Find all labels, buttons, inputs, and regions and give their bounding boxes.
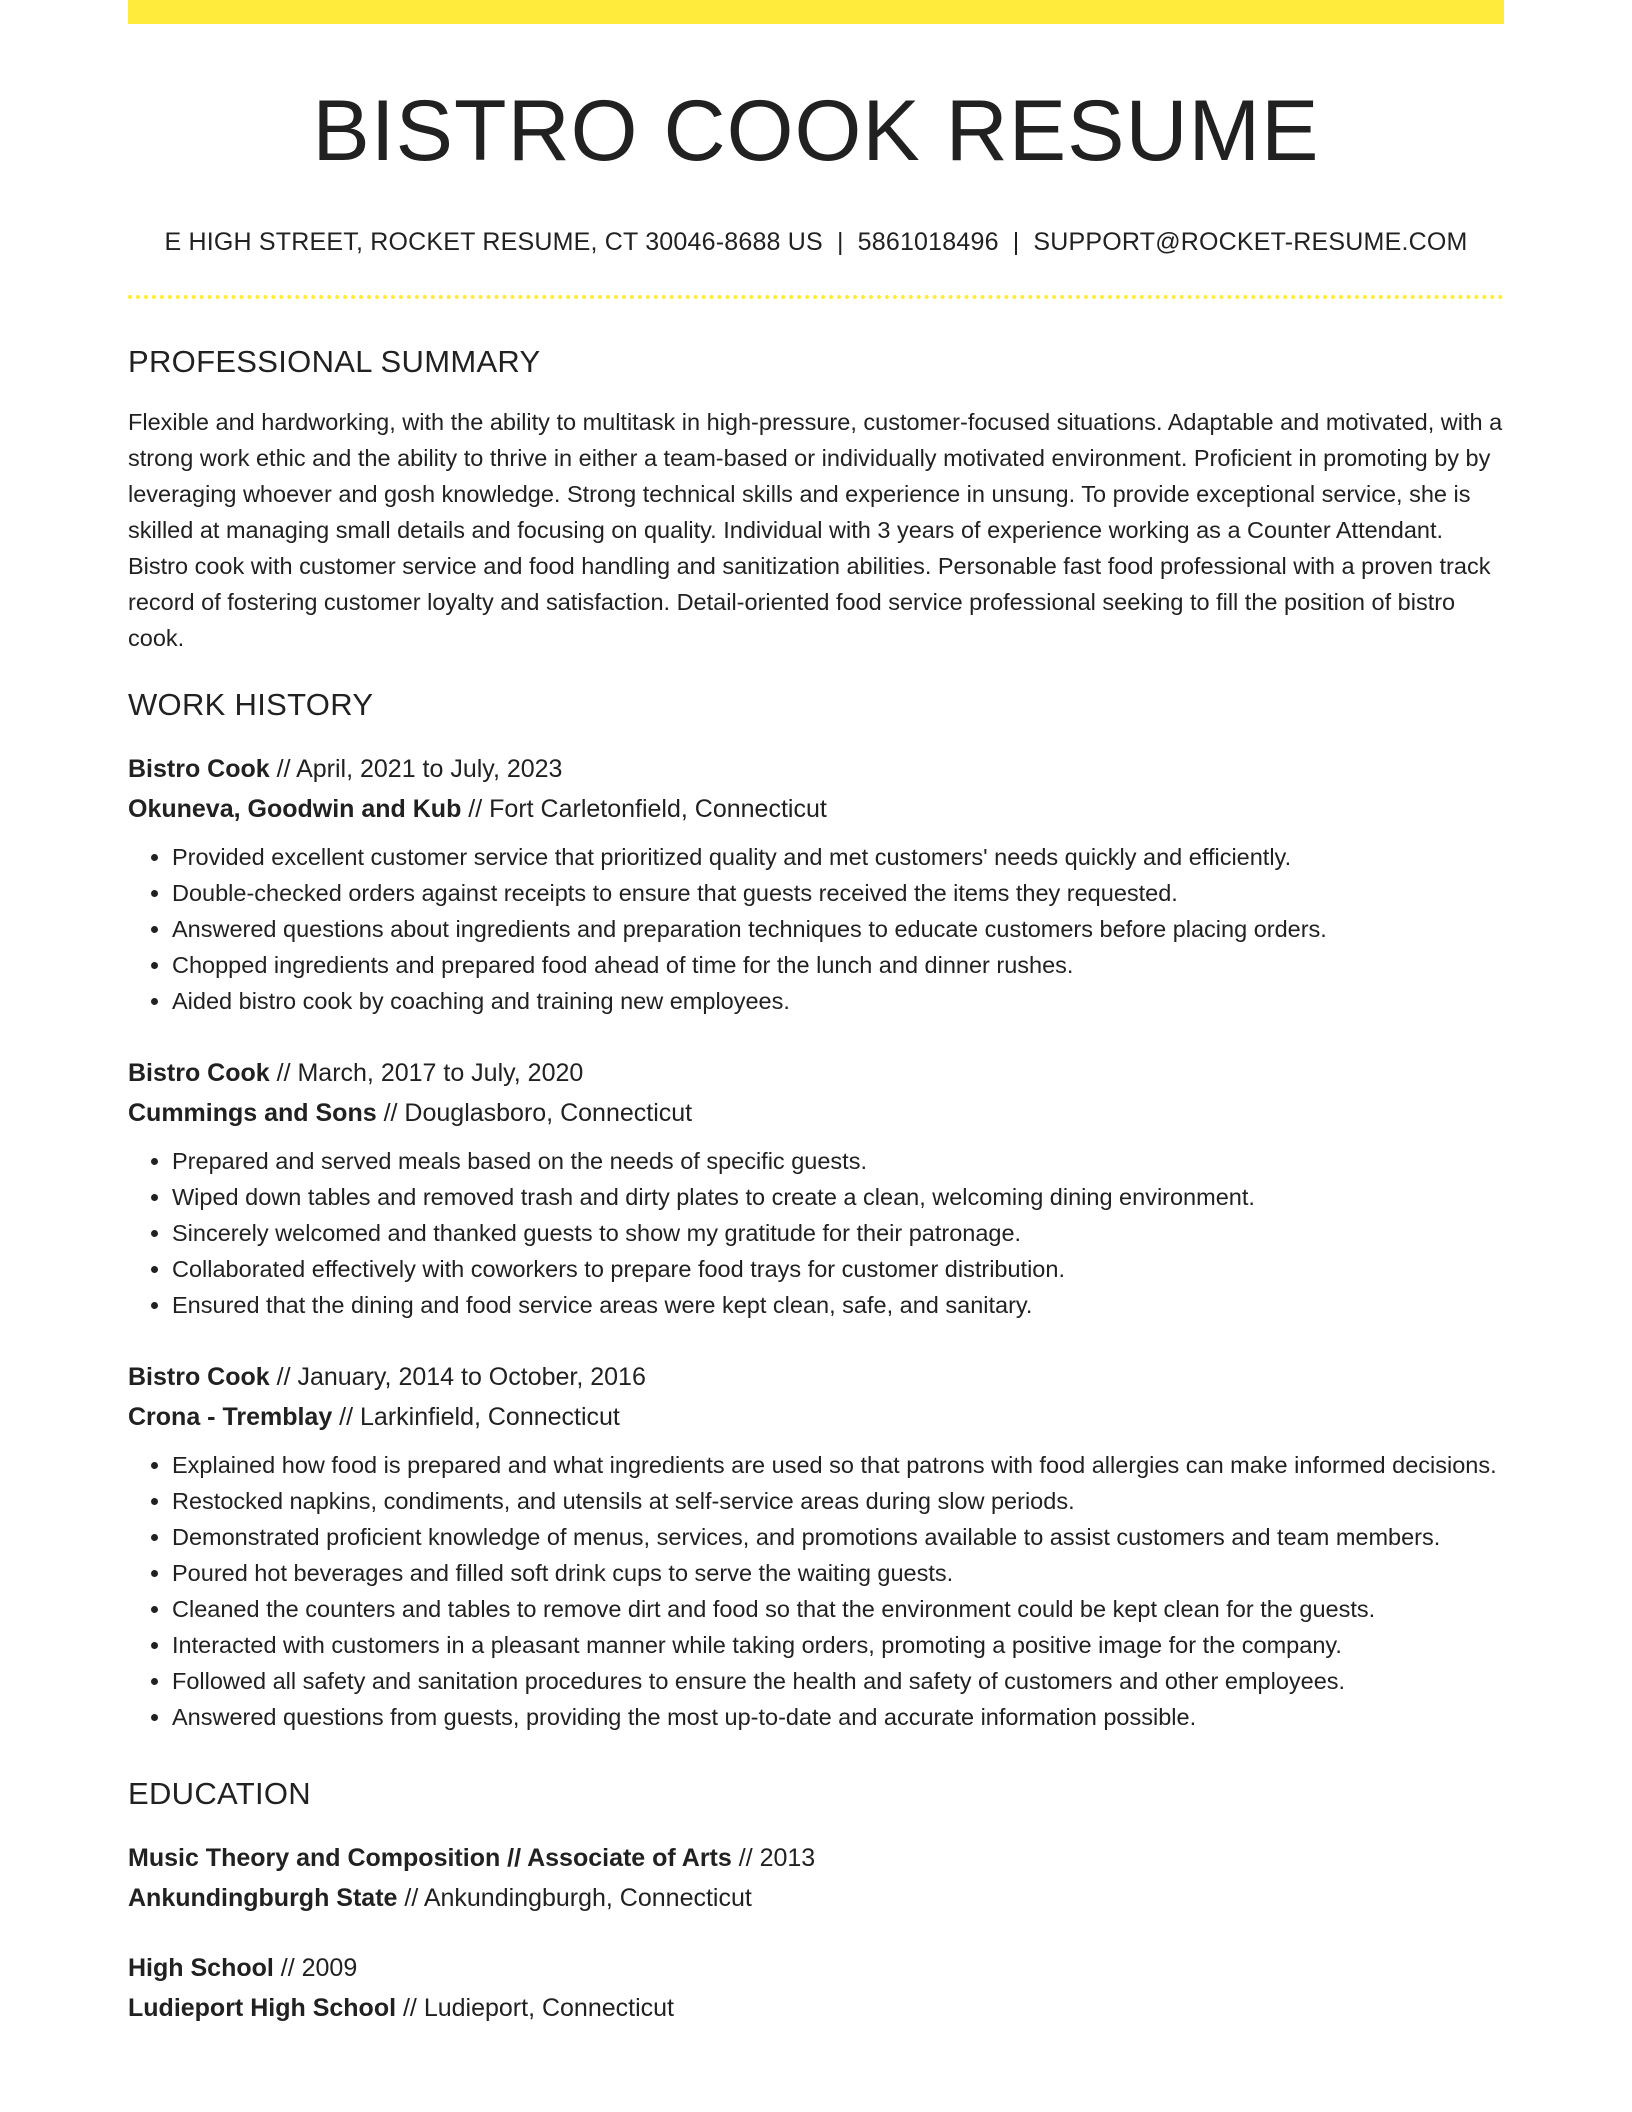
list-item: • Answered questions from guests, providing the most up-to-date and accurate information possible. (172, 1699, 1504, 1735)
job-company-line (128, 1093, 1504, 1133)
education-degree: Music Theory and Composition // Associate of Arts (128, 1844, 732, 1873)
summary-heading: PROFESSIONAL SUMMARY (128, 343, 541, 379)
list-item: • Cleaned the counters and tables to remove dirt and food so that the environment could be kept clean for the guests. (172, 1591, 1504, 1627)
job-entry (128, 749, 1504, 1019)
job-title-line (128, 1053, 1504, 1093)
job-company: Cummings and Sons (128, 1098, 377, 1127)
list-item: • Prepared and served meals based on the needs of specific guests. (172, 1143, 1504, 1179)
job-title-line (128, 1357, 1504, 1397)
job-location: // Douglasboro, Connecticut (376, 1098, 693, 1127)
education-school-line (128, 1988, 1504, 2028)
education-degree: High School (128, 1954, 274, 1983)
list-item: • Chopped ingredients and prepared food ahead of time for the lunch and dinner rushes. (172, 947, 1504, 983)
list-item: • Aided bistro cook by coaching and training new employees. (172, 983, 1504, 1019)
education-school: Ludieport High School (128, 1994, 397, 2023)
education-year: // 2009 (273, 1954, 358, 1983)
education-location: // Ankundingburgh, Connecticut (397, 1884, 752, 1913)
list-item: • Demonstrated proficient knowledge of menus, services, and promotions available to assist customers and team members. (172, 1519, 1504, 1555)
work-history-heading: WORK HISTORY (128, 686, 374, 722)
contact-line (128, 227, 1504, 257)
education-school-line (128, 1878, 1504, 1918)
education-school: Ankundingburgh State (128, 1884, 398, 1913)
list-item: • Interacted with customers in a pleasant manner while taking orders, promoting a positive image for the company. (172, 1627, 1504, 1663)
job-company: Okuneva, Goodwin and Kub (128, 794, 462, 823)
list-item: • Explained how food is prepared and what ingredients are used so that patrons with food allergies can make informed decisions. (172, 1447, 1504, 1483)
contact-phone: 5861018496 (857, 227, 999, 256)
job-dates: // April, 2021 to July, 2023 (269, 754, 563, 783)
contact-separator: | (836, 227, 844, 256)
education-entry (128, 1948, 1504, 2028)
resume-content (128, 0, 1504, 2028)
education-location: // Ludieport, Connecticut (396, 1994, 674, 2023)
job-title: Bistro Cook (128, 754, 270, 783)
job-title: Bistro Cook (128, 1058, 270, 1087)
job-dates: // March, 2017 to July, 2020 (269, 1058, 584, 1087)
job-company-line (128, 1397, 1504, 1437)
list-item: • Followed all safety and sanitation procedures to ensure the health and safety of customers and other employees. (172, 1663, 1504, 1699)
contact-email: SUPPORT@ROCKET-RESUME.COM (1033, 227, 1468, 256)
accent-bar (128, 0, 1504, 24)
education-entry (128, 1838, 1504, 1918)
list-item: • Ensured that the dining and food service areas were kept clean, safe, and sanitary. (172, 1287, 1504, 1323)
contact-address: E HIGH STREET, ROCKET RESUME, CT 30046-8688 US (164, 227, 823, 256)
job-bullets (128, 1447, 1504, 1735)
education-year: // 2013 (731, 1844, 816, 1873)
job-bullets (128, 839, 1504, 1019)
job-title: Bistro Cook (128, 1362, 270, 1391)
job-entry (128, 1357, 1504, 1735)
job-entry (128, 1053, 1504, 1323)
list-item: • Answered questions about ingredients and preparation techniques to educate customers before placing orders. (172, 911, 1504, 947)
list-item: • Provided excellent customer service that prioritized quality and met customers' needs quickly and efficiently. (172, 839, 1504, 875)
summary-text: Flexible and hardworking, with the ability to multitask in high-pressure, customer-focused situations. Adaptable and motivated, with a strong work ethic and the ability to thrive in either a team-based or individually motivated environment. Proficient in promoting by by leveraging whoever and gosh knowledge. Strong technical skills and experience in unsung. To provide exceptional service, she is skilled at managing small details and focusing on quality. Individual with 3 years of experience working as a Counter Attendant. Bistro cook with customer service and food handling and sanitization abilities. Personable fast food professional with a proven track record of fostering customer loyalty and satisfaction. Detail-oriented food service professional seeking to fill the position of bistro cook. (128, 408, 1503, 651)
list-item: • Restocked napkins, condiments, and utensils at self-service areas during slow periods. (172, 1483, 1504, 1519)
education-heading: EDUCATION (128, 1775, 311, 1811)
education-degree-line (128, 1948, 1504, 1988)
list-item: • Poured hot beverages and filled soft drink cups to serve the waiting guests. (172, 1555, 1504, 1591)
job-company: Crona - Tremblay (128, 1402, 333, 1431)
job-dates: // January, 2014 to October, 2016 (269, 1362, 646, 1391)
list-item: • Double-checked orders against receipts to ensure that guests received the items they requested. (172, 875, 1504, 911)
list-item: • Sincerely welcomed and thanked guests to show my gratitude for their patronage. (172, 1215, 1504, 1251)
job-location: // Fort Carletonfield, Connecticut (461, 794, 827, 823)
education-degree-line (128, 1838, 1504, 1878)
job-bullets (128, 1143, 1504, 1323)
job-company-line (128, 789, 1504, 829)
list-item: • Wiped down tables and removed trash and dirty plates to create a clean, welcoming dining environment. (172, 1179, 1504, 1215)
contact-separator: | (1012, 227, 1020, 256)
list-item: • Collaborated effectively with coworkers to prepare food trays for customer distribution. (172, 1251, 1504, 1287)
job-location: // Larkinfield, Connecticut (332, 1402, 620, 1431)
job-title-line (128, 749, 1504, 789)
dotted-divider (128, 295, 1504, 299)
resume-title: BISTRO COOK RESUME (312, 83, 1320, 179)
